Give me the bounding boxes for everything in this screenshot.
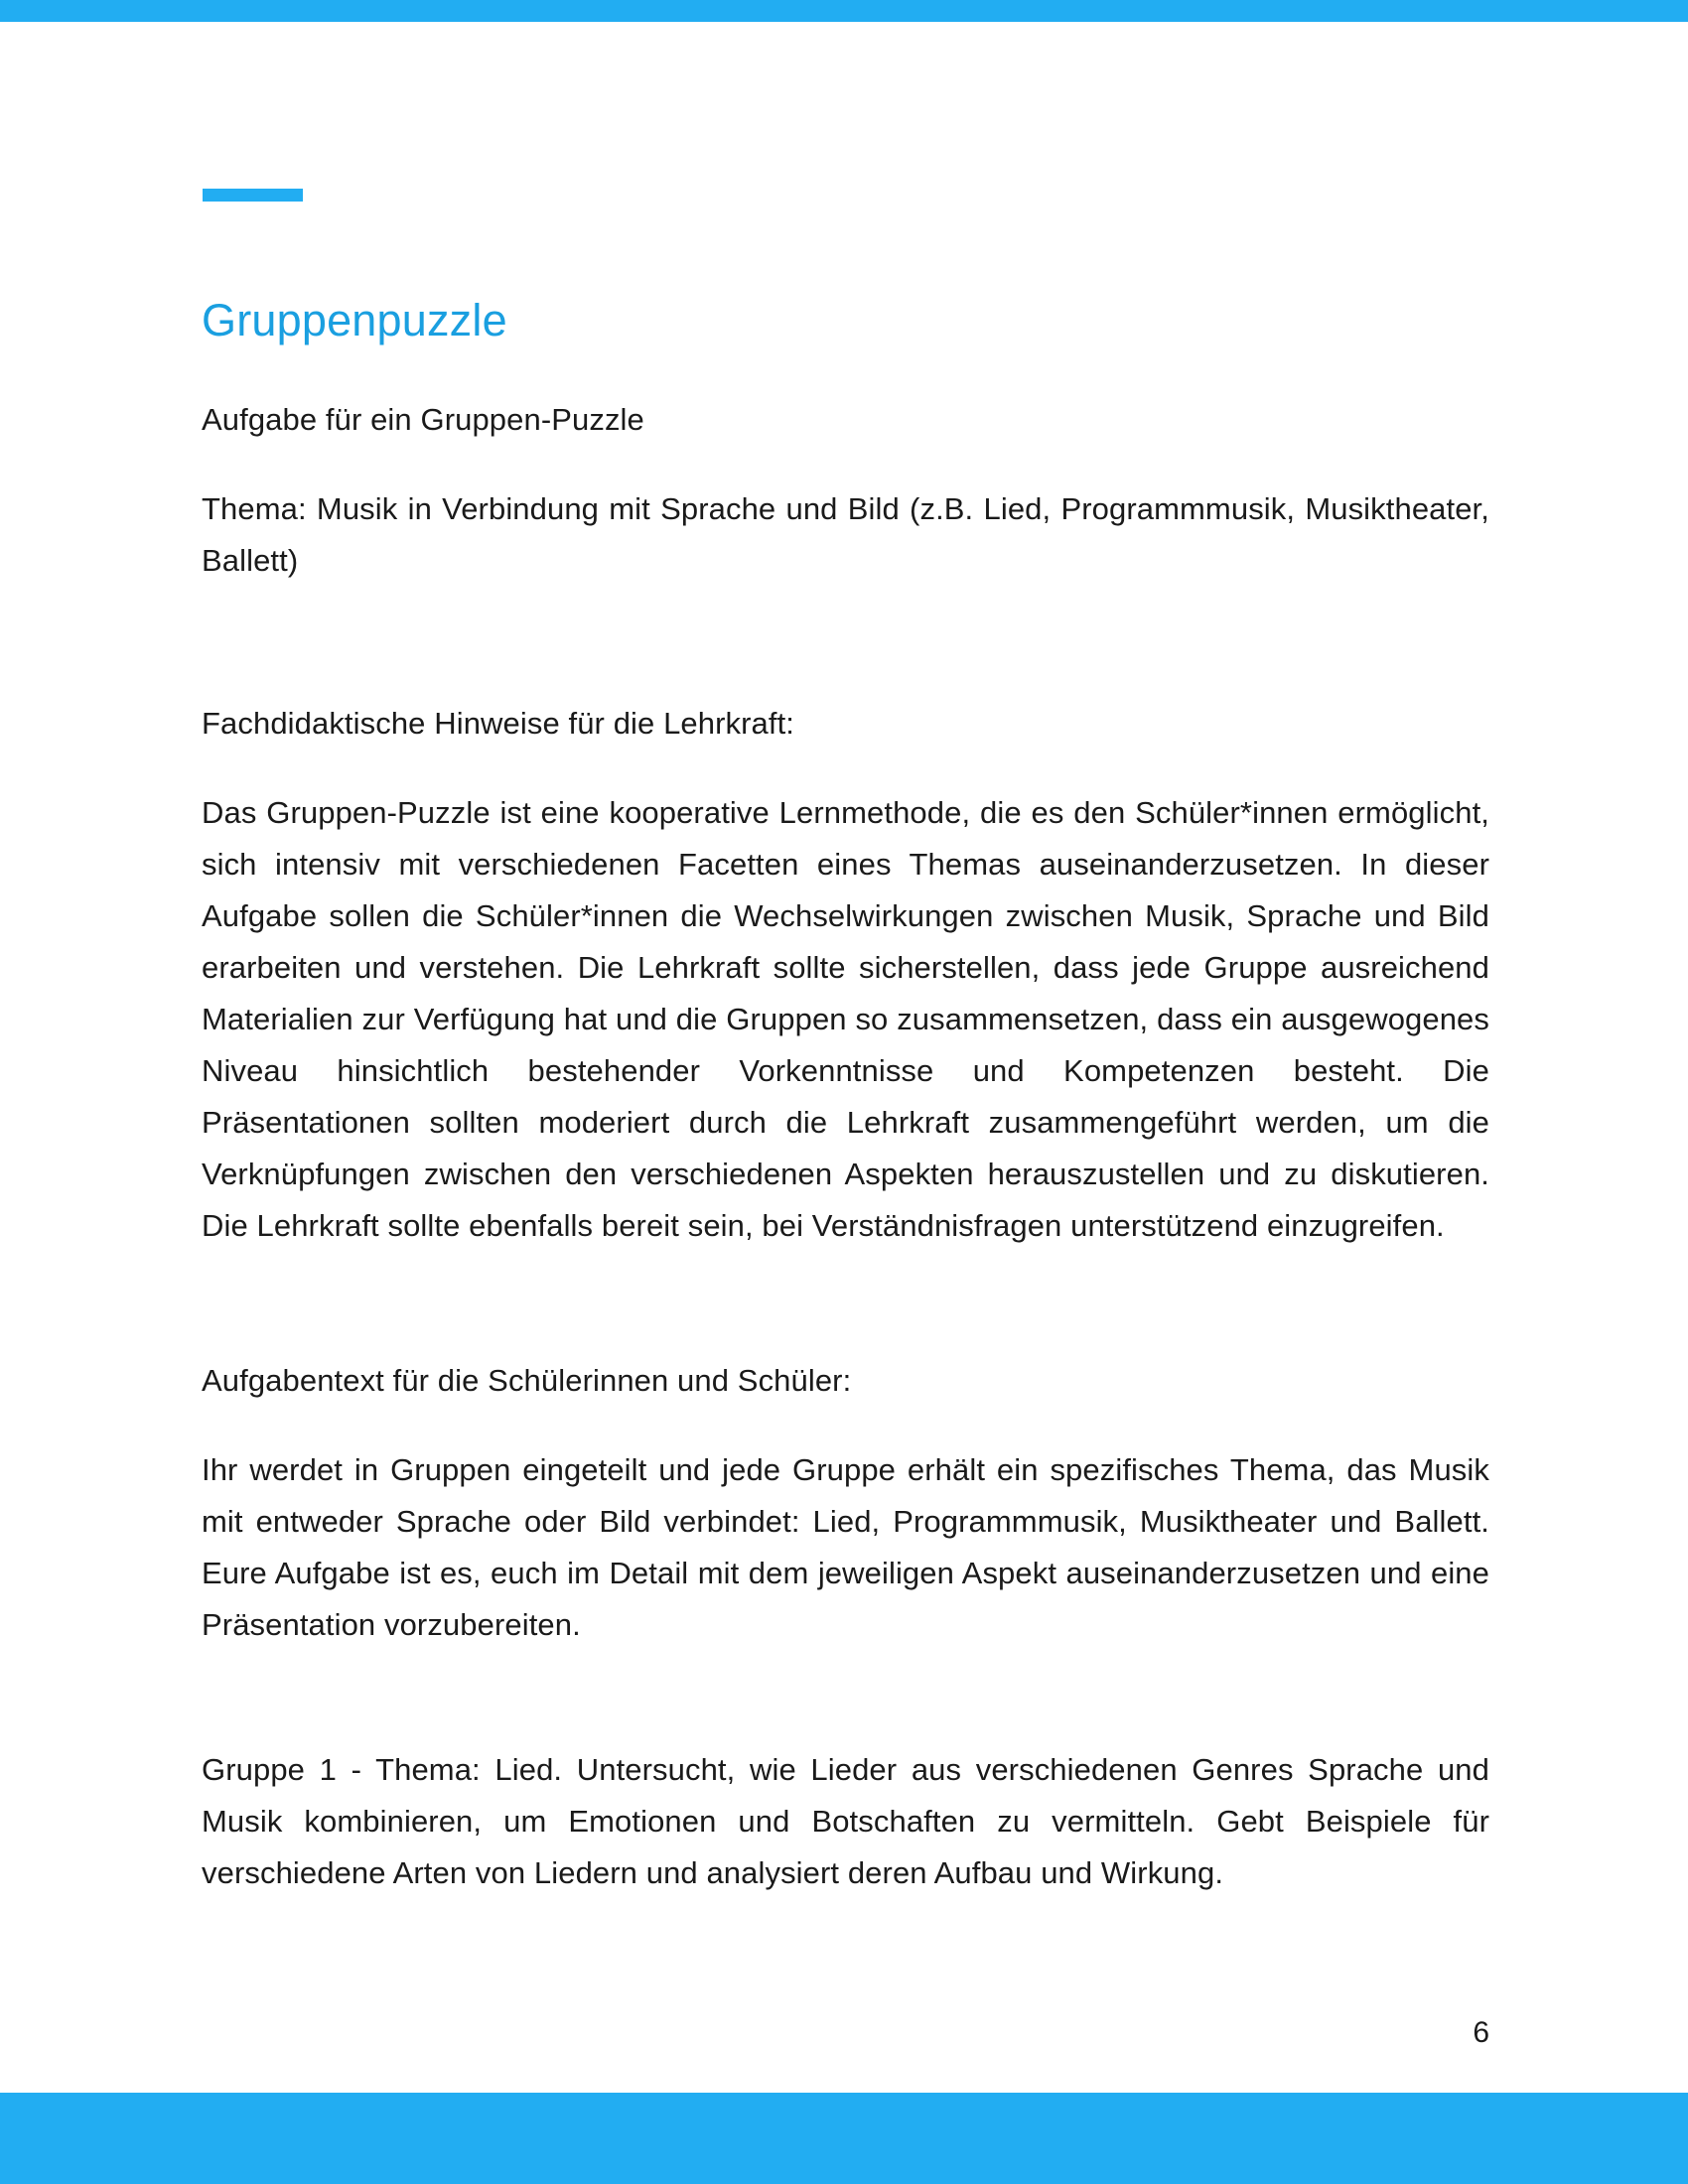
intro-label: Aufgabe für ein Gruppen-Puzzle (202, 402, 644, 437)
section-spacer (202, 1689, 1489, 1744)
page-title: Gruppenpuzzle (202, 295, 507, 345)
document-content (202, 293, 1489, 1937)
teacher-notes-paragraph: Das Gruppen-Puzzle ist eine kooperative Lernmethode, die es den Schüler*innen ermöglicht, sich intensiv mit verschiedenen Facetten eines Themas auseinanderzusetzen. In dieser Aufgabe sollen die Schüler*innen die Wechselwirkungen zwischen Musik, Sprache und Bild erarbeiten und verstehen. Die Lehrkraft sollte sicherstellen, dass jede Gruppe ausreichend Materialien zur Verfügung hat und die Gruppen so zusammensetzen, dass ein ausgewogenes Niveau hinsichtlich bestehender Vorkenntnisse und Kompetenzen besteht. Die Präsentationen sollten moderiert durch die Lehrkraft zusammengeführt werden, um die Verknüpfungen zwischen den verschiedenen Aspekten herauszustellen und zu diskutieren. Die Lehrkraft sollte ebenfalls bereit sein, bei Verständnisfragen unterstützend einzugreifen. (202, 795, 1489, 1243)
section-spacer (202, 1290, 1489, 1355)
teacher-notes-heading: Fachdidaktische Hinweise für die Lehrkraft: (202, 706, 795, 741)
section-spacer (202, 624, 1489, 698)
bottom-accent-bar (0, 2093, 1688, 2184)
student-task-paragraph: Ihr werdet in Gruppen eingeteilt und jede Gruppe erhält ein spezifisches Thema, das Musik mit entweder Sprache oder Bild verbindet: Lied, Programmmusik, Musiktheater und Ballett. Eure Aufgabe ist es, euch im Detail mit dem jeweiligen Aspekt auseinanderzusetzen und eine Präsentation vorzubereiten. (202, 1452, 1489, 1642)
student-task-heading: Aufgabentext für die Schülerinnen und Schüler: (202, 1363, 852, 1398)
title-accent-rule (203, 189, 303, 202)
group-1-paragraph: Gruppe 1 - Thema: Lied. Untersucht, wie Lieder aus verschiedenen Genres Sprache und Musik kombinieren, um Emotionen und Botschaften zu vermitteln. Gebt Beispiele für verschiedene Arten von Liedern und analysiert deren Aufbau und Wirkung. (202, 1752, 1489, 1890)
page-number: 6 (1473, 2016, 1489, 2049)
topic-paragraph: Thema: Musik in Verbindung mit Sprache und Bild (z.B. Lied, Programmmusik, Musiktheater, Ballett) (202, 491, 1489, 578)
top-accent-bar (0, 0, 1688, 22)
